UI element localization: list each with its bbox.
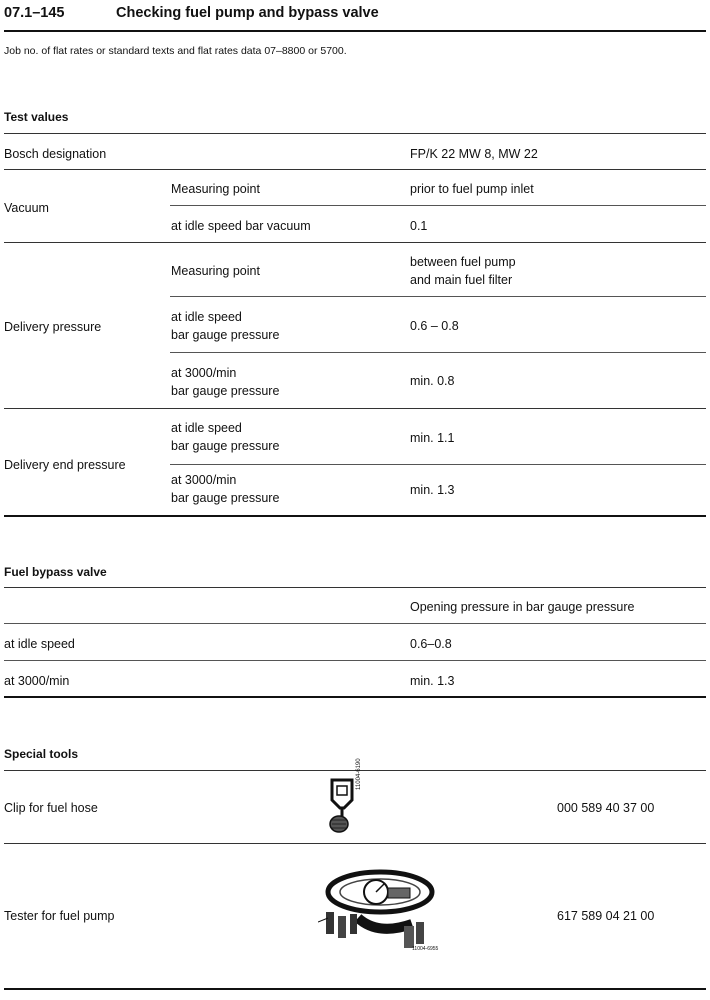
divider (170, 296, 706, 297)
delivery-param: bar gauge pressure (171, 384, 280, 398)
divider (170, 464, 706, 465)
tool-part-number: 000 589 40 37 00 (557, 801, 655, 815)
divider (4, 623, 706, 624)
delivery-value: and main fuel filter (410, 273, 513, 287)
divider (4, 408, 706, 409)
bypass-column-header: Opening pressure in bar gauge pressure (410, 600, 635, 614)
divider (4, 515, 706, 517)
delivery-param: Measuring point (171, 264, 260, 278)
vacuum-label: Vacuum (4, 201, 49, 215)
divider (4, 843, 706, 844)
bypass-row-label: at idle speed (4, 637, 75, 651)
divider (170, 205, 706, 206)
tool-part-number: 617 589 04 21 00 (557, 909, 655, 923)
tool-image-code: 11004-6190 (356, 758, 362, 790)
delivery-end-param: bar gauge pressure (171, 439, 280, 453)
delivery-value: 0.6 – 0.8 (410, 319, 459, 333)
divider (4, 660, 706, 661)
bypass-row-value: min. 1.3 (410, 674, 455, 688)
delivery-end-param: at 3000/min (171, 473, 237, 487)
divider (4, 770, 706, 771)
vacuum-param: Measuring point (171, 182, 260, 196)
delivery-param: at idle speed (171, 310, 242, 324)
vacuum-value: 0.1 (410, 219, 428, 233)
bosch-designation-label: Bosch designation (4, 147, 107, 161)
delivery-end-param: bar gauge pressure (171, 491, 280, 505)
bosch-designation-value: FP/K 22 MW 8, MW 22 (410, 147, 538, 161)
divider (4, 587, 706, 588)
hose-clip-icon (322, 774, 378, 838)
divider (4, 242, 706, 243)
delivery-end-param: at idle speed (171, 421, 242, 435)
vacuum-value: prior to fuel pump inlet (410, 182, 534, 196)
tool-name: Clip for fuel hose (4, 801, 98, 815)
delivery-value: min. 0.8 (410, 374, 455, 388)
divider (4, 133, 706, 134)
delivery-param: at 3000/min (171, 366, 237, 380)
tool-name: Tester for fuel pump (4, 909, 115, 923)
vacuum-param: at idle speed bar vacuum (171, 219, 311, 233)
delivery-end-pressure-label: Delivery end pressure (4, 458, 126, 472)
page-number: 07.1–145 (4, 5, 65, 21)
header-rule (4, 30, 706, 32)
bypass-row-label: at 3000/min (4, 674, 70, 688)
fuel-pump-tester-icon (318, 862, 439, 956)
delivery-end-value: min. 1.3 (410, 483, 455, 497)
delivery-end-value: min. 1.1 (410, 431, 455, 445)
delivery-value: between fuel pump (410, 255, 516, 269)
test-values-heading: Test values (4, 110, 69, 124)
bypass-valve-heading: Fuel bypass valve (4, 565, 107, 579)
bypass-row-value: 0.6–0.8 (410, 637, 452, 651)
delivery-param: bar gauge pressure (171, 328, 280, 342)
special-tools-heading: Special tools (4, 747, 79, 761)
page-title: Checking fuel pump and bypass valve (116, 5, 379, 21)
divider (4, 169, 706, 170)
intro-text: Job no. of flat rates or standard texts and flat rates data 07–8800 or 5700. (4, 45, 347, 57)
divider (4, 696, 706, 698)
delivery-pressure-label: Delivery pressure (4, 320, 102, 334)
divider (4, 988, 706, 990)
divider (170, 352, 706, 353)
tool-image-code: 11004-6955 (412, 946, 439, 952)
